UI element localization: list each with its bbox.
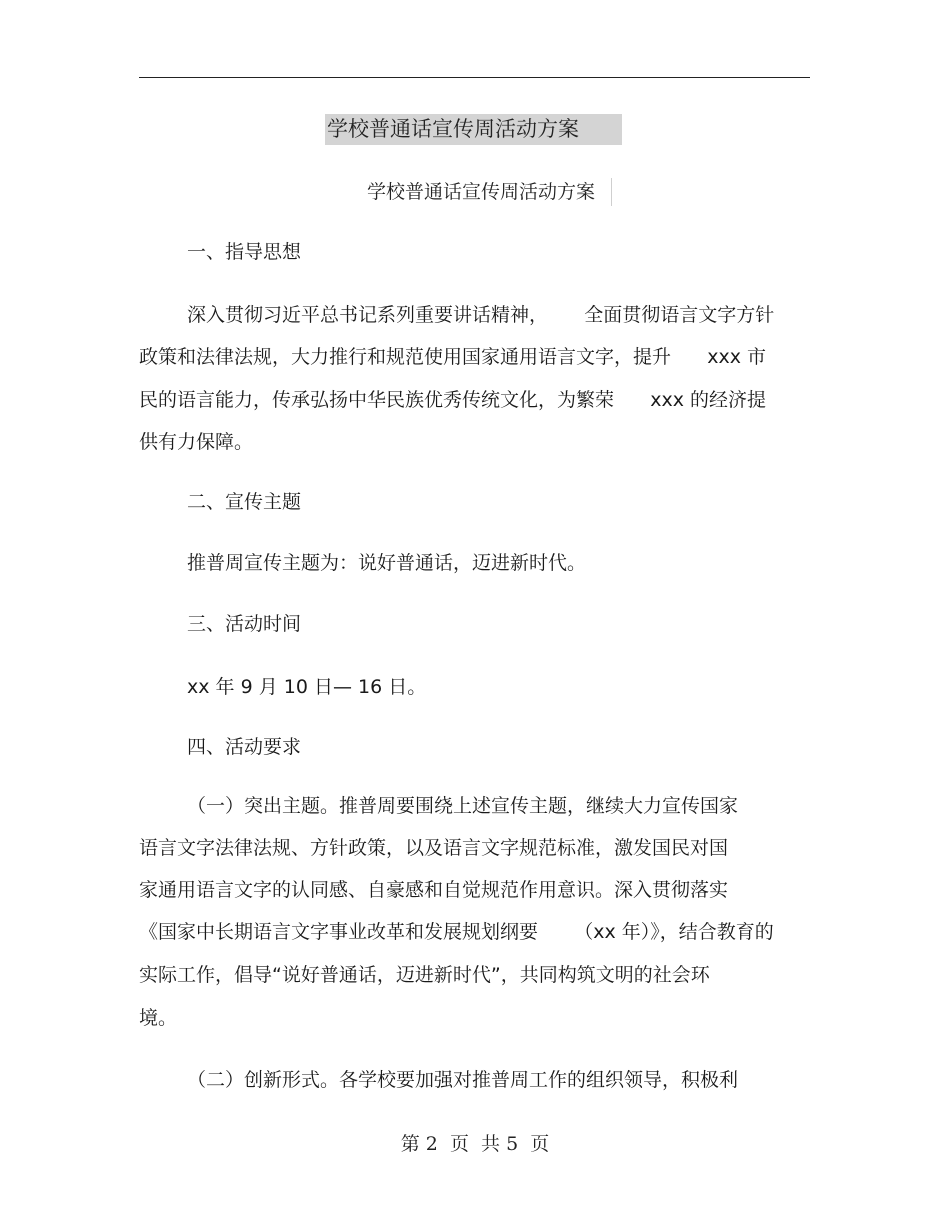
paragraph-line: （二）创新形式。各学校要加强对推普周工作的组织领导，积极利 xyxy=(187,1069,739,1091)
section-heading-time: 三、活动时间 xyxy=(187,613,302,635)
document-title: 学校普通话宣传周活动方案 xyxy=(325,114,622,145)
section-heading-guiding-thought: 一、指导思想 xyxy=(187,241,302,263)
paragraph-line: 民的语言能力，传承弘扬中华民族优秀传统文化，为繁荣 xxx 的经济提 xyxy=(139,389,767,411)
paragraph-line: 推普周宣传主题为：说好普通话，迈进新时代。 xyxy=(187,552,587,574)
paragraph-line: 实际工作，倡导“说好普通话，迈进新时代”，共同构筑文明的社会环 xyxy=(139,964,710,986)
header-rule xyxy=(139,77,810,78)
section-heading-requirements: 四、活动要求 xyxy=(187,736,302,758)
paragraph-line: （一）突出主题。推普周要围绕上述宣传主题，继续大力宣传国家 xyxy=(187,795,739,817)
paragraph-line: 《国家中长期语言文字事业改革和发展规划纲要 （xx 年）》，结合教育的 xyxy=(139,921,774,943)
section-heading-theme: 二、宣传主题 xyxy=(187,491,302,513)
document-subtitle: 学校普通话宣传周活动方案 xyxy=(367,178,612,206)
paragraph-line: 家通用语言文字的认同感、自豪感和自觉规范作用意识。深入贯彻落实 xyxy=(139,879,729,901)
page-number-footer: 第 2 页 共 5 页 xyxy=(400,1133,550,1155)
paragraph-line: xx 年 9 月 10 日— 16 日。 xyxy=(187,676,427,698)
paragraph-line: 政策和法律法规，大力推行和规范使用国家通用语言文字，提升 xxx 市 xyxy=(139,346,767,368)
paragraph-line: 深入贯彻习近平总书记系列重要讲话精神， 全面贯彻语言文字方针 xyxy=(187,304,775,326)
paragraph-line: 语言文字法律法规、方针政策，以及语言文字规范标准，激发国民对国 xyxy=(139,837,729,859)
paragraph-line: 境。 xyxy=(139,1007,178,1029)
paragraph-line: 供有力保障。 xyxy=(139,431,254,453)
